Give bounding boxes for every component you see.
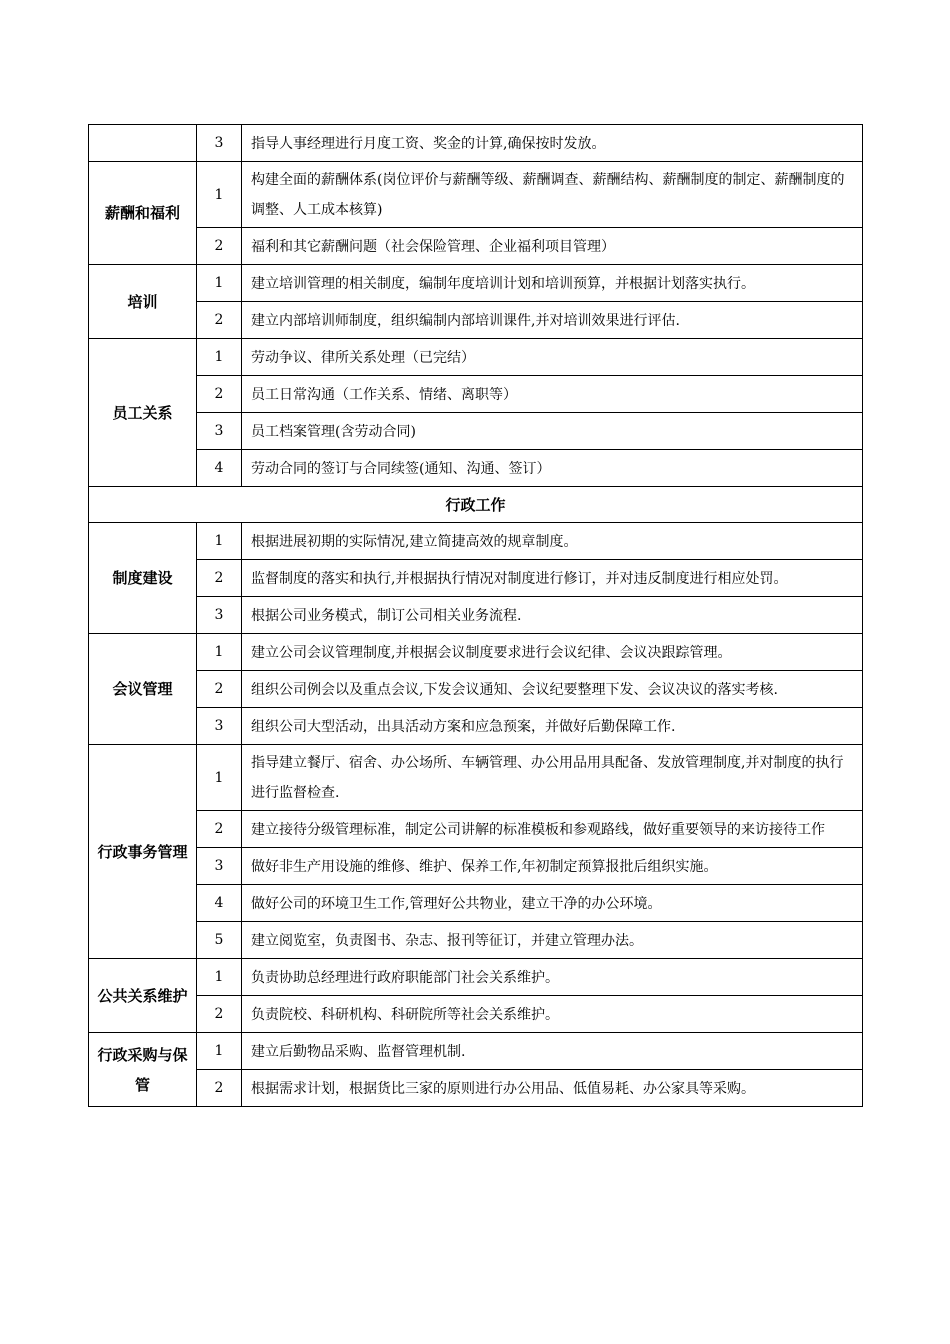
item-text: 根据公司业务模式，制订公司相关业务流程. <box>242 597 863 634</box>
table-row <box>89 885 863 922</box>
item-number: 3 <box>197 848 242 885</box>
item-text: 员工档案管理(含劳动合同) <box>242 413 863 450</box>
table-row <box>89 634 863 671</box>
category-cell-empty <box>89 125 197 162</box>
category-employee-relations: 员工关系 <box>89 339 197 487</box>
table-row <box>89 959 863 996</box>
table-row <box>89 228 863 265</box>
item-number: 1 <box>197 265 242 302</box>
item-number: 2 <box>197 996 242 1033</box>
item-number: 2 <box>197 302 242 339</box>
item-number: 3 <box>197 708 242 745</box>
category-system-building: 制度建设 <box>89 523 197 634</box>
item-text: 组织公司例会以及重点会议,下发会议通知、会议纪要整理下发、会议决议的落实考核. <box>242 671 863 708</box>
item-text: 组织公司大型活动，出具活动方案和应急预案，并做好后勤保障工作. <box>242 708 863 745</box>
category-meeting-management: 会议管理 <box>89 634 197 745</box>
item-number: 2 <box>197 228 242 265</box>
table-row <box>89 125 863 162</box>
item-number: 2 <box>197 671 242 708</box>
item-number: 1 <box>197 634 242 671</box>
table-row <box>89 597 863 634</box>
item-number: 1 <box>197 523 242 560</box>
item-text: 建立培训管理的相关制度，编制年度培训计划和培训预算，并根据计划落实执行。 <box>242 265 863 302</box>
item-text: 做好非生产用设施的维修、维护、保养工作,年初制定预算报批后组织实施。 <box>242 848 863 885</box>
item-number: 2 <box>197 560 242 597</box>
table-row <box>89 413 863 450</box>
item-number: 2 <box>197 1070 242 1107</box>
item-text: 指导建立餐厅、宿舍、办公场所、车辆管理、办公用品用具配备、发放管理制度,并对制度的执行进行监督检查. <box>242 745 863 811</box>
item-text: 做好公司的环境卫生工作,管理好公共物业，建立干净的办公环境。 <box>242 885 863 922</box>
table-row <box>89 745 863 811</box>
category-procurement-custody: 行政采购与保管 <box>89 1033 197 1107</box>
item-text: 根据进展初期的实际情况,建立简捷高效的规章制度。 <box>242 523 863 560</box>
table-row <box>89 265 863 302</box>
item-text: 劳动争议、律所关系处理（已完结） <box>242 339 863 376</box>
category-public-relations: 公共关系维护 <box>89 959 197 1033</box>
item-text: 构建全面的薪酬体系(岗位评价与薪酬等级、薪酬调查、薪酬结构、薪酬制度的制定、薪酬制度的调整、人工成本核算) <box>242 162 863 228</box>
responsibility-table <box>88 124 863 1107</box>
item-text: 根据需求计划，根据货比三家的原则进行办公用品、低值易耗、办公家具等采购。 <box>242 1070 863 1107</box>
section-header-row <box>89 487 863 523</box>
item-text: 福利和其它薪酬问题（社会保险管理、企业福利项目管理） <box>242 228 863 265</box>
item-number: 3 <box>197 125 242 162</box>
table-row <box>89 302 863 339</box>
item-text: 指导人事经理进行月度工资、奖金的计算,确保按时发放。 <box>242 125 863 162</box>
table-row <box>89 523 863 560</box>
table-row <box>89 162 863 228</box>
table-row <box>89 811 863 848</box>
item-text: 负责院校、科研机构、科研院所等社会关系维护。 <box>242 996 863 1033</box>
item-text: 员工日常沟通（工作关系、情绪、离职等） <box>242 376 863 413</box>
table-row <box>89 708 863 745</box>
item-text: 建立阅览室，负责图书、杂志、报刊等征订，并建立管理办法。 <box>242 922 863 959</box>
item-number: 3 <box>197 597 242 634</box>
item-number: 1 <box>197 745 242 811</box>
item-number: 3 <box>197 413 242 450</box>
item-number: 1 <box>197 1033 242 1070</box>
item-number: 4 <box>197 450 242 487</box>
item-number: 4 <box>197 885 242 922</box>
table-row <box>89 1070 863 1107</box>
table-row <box>89 1033 863 1070</box>
item-text: 劳动合同的签订与合同续签(通知、沟通、签订） <box>242 450 863 487</box>
item-text: 负责协助总经理进行政府职能部门社会关系维护。 <box>242 959 863 996</box>
table-row <box>89 996 863 1033</box>
category-salary-welfare: 薪酬和福利 <box>89 162 197 265</box>
item-number: 2 <box>197 811 242 848</box>
section-title-admin: 行政工作 <box>89 487 863 523</box>
table-row <box>89 671 863 708</box>
item-text: 建立内部培训师制度，组织编制内部培训课件,并对培训效果进行评估. <box>242 302 863 339</box>
item-number: 1 <box>197 339 242 376</box>
item-text: 建立公司会议管理制度,并根据会议制度要求进行会议纪律、会议决跟踪管理。 <box>242 634 863 671</box>
table-row <box>89 922 863 959</box>
table-row <box>89 339 863 376</box>
item-text: 监督制度的落实和执行,并根据执行情况对制度进行修订，并对违反制度进行相应处罚。 <box>242 560 863 597</box>
item-number: 5 <box>197 922 242 959</box>
item-text: 建立接待分级管理标准，制定公司讲解的标准模板和参观路线，做好重要领导的来访接待工作 <box>242 811 863 848</box>
table-row <box>89 560 863 597</box>
table-row <box>89 376 863 413</box>
table-row <box>89 848 863 885</box>
category-training: 培训 <box>89 265 197 339</box>
item-text: 建立后勤物品采购、监督管理机制. <box>242 1033 863 1070</box>
table-row <box>89 450 863 487</box>
item-number: 2 <box>197 376 242 413</box>
item-number: 1 <box>197 162 242 228</box>
item-number: 1 <box>197 959 242 996</box>
category-admin-affairs: 行政事务管理 <box>89 745 197 959</box>
